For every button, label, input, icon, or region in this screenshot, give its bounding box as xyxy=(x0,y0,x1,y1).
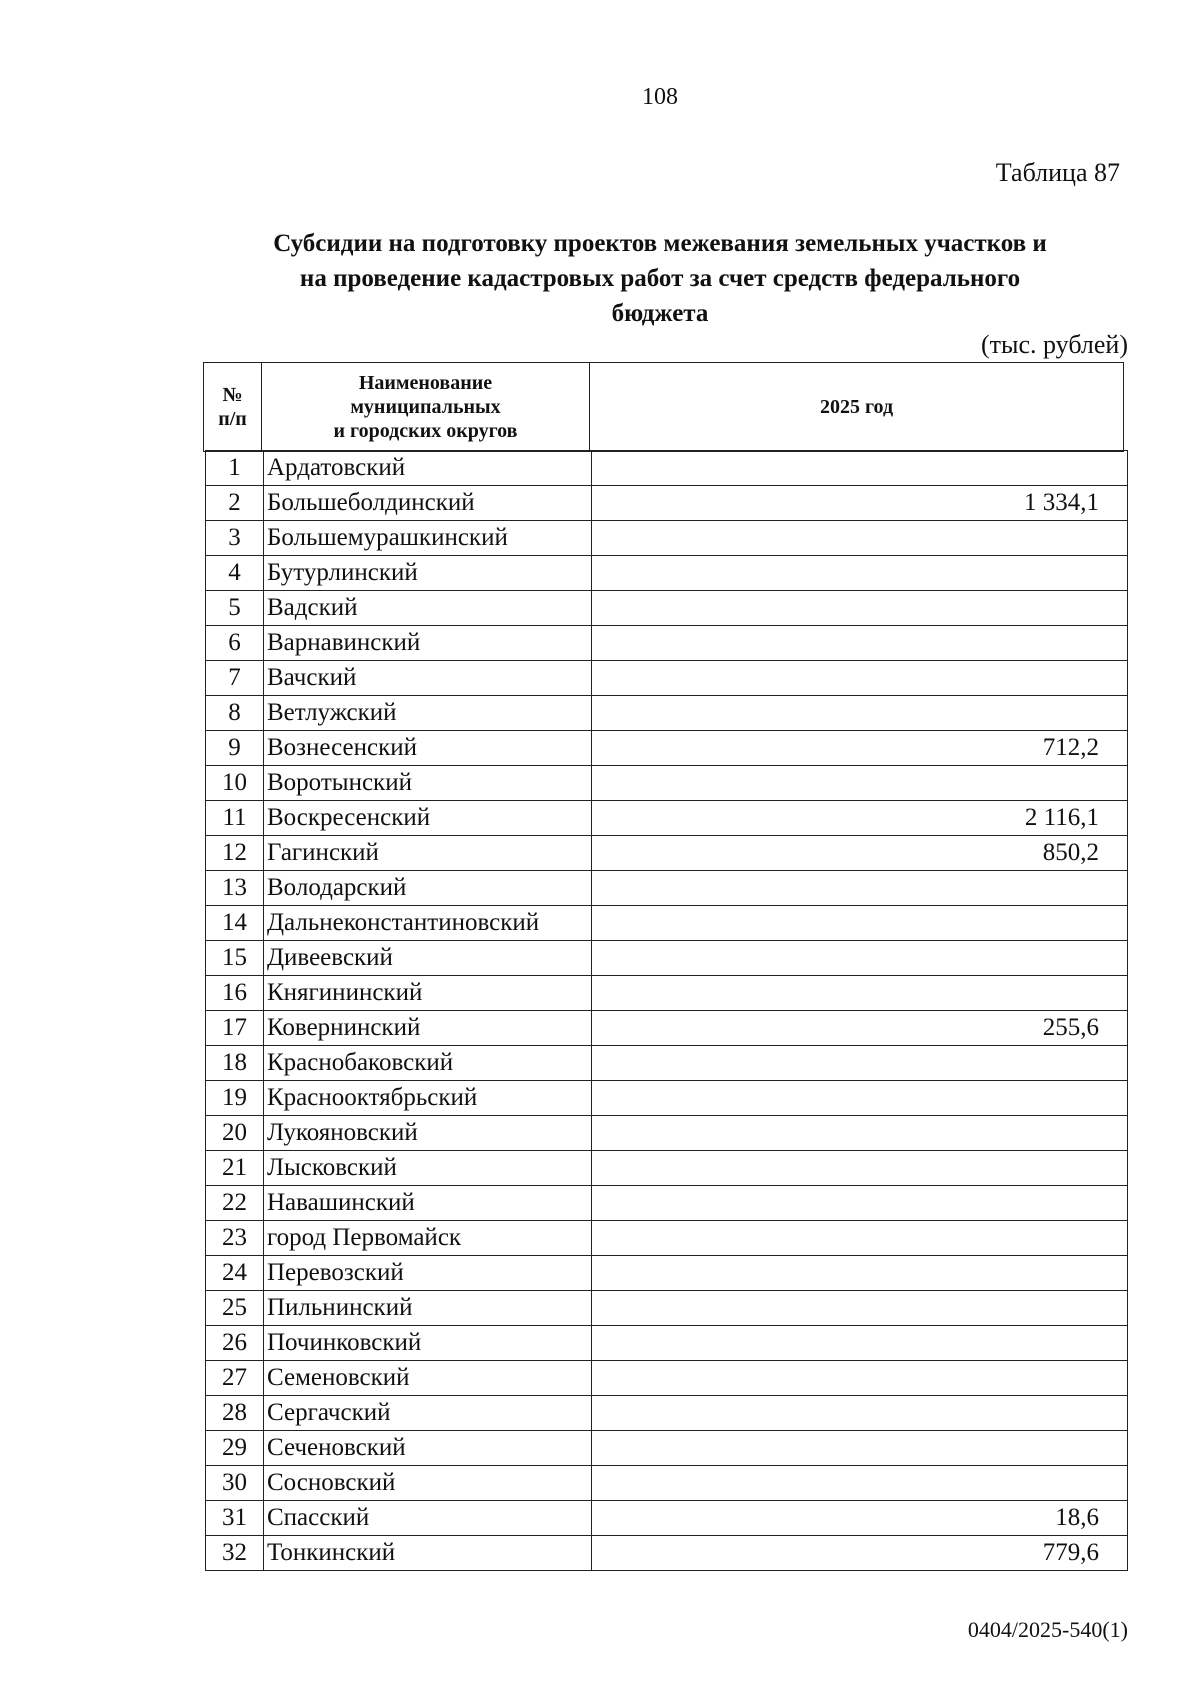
row-number: 15 xyxy=(206,941,264,976)
row-number: 27 xyxy=(206,1361,264,1396)
row-number: 5 xyxy=(206,591,264,626)
row-number: 17 xyxy=(206,1011,264,1046)
row-name: Ветлужский xyxy=(264,696,592,731)
table-row xyxy=(206,1361,1128,1396)
row-value xyxy=(592,1081,1128,1116)
table-row xyxy=(206,871,1128,906)
row-name: Дальнеконстантиновский xyxy=(264,906,592,941)
units-label: (тыс. рублей) xyxy=(980,330,1128,359)
row-value: 850,2 xyxy=(592,836,1128,871)
row-name: Вачский xyxy=(264,661,592,696)
row-number: 18 xyxy=(206,1046,264,1081)
row-name: Володарский xyxy=(264,871,592,906)
row-value xyxy=(592,521,1128,556)
row-number: 23 xyxy=(206,1221,264,1256)
table-row xyxy=(206,486,1128,521)
table-row xyxy=(206,1326,1128,1361)
table-row xyxy=(206,626,1128,661)
row-number: 29 xyxy=(206,1431,264,1466)
row-number: 21 xyxy=(206,1151,264,1186)
row-value xyxy=(592,451,1128,486)
row-number: 32 xyxy=(206,1536,264,1571)
row-number: 16 xyxy=(206,976,264,1011)
row-number: 8 xyxy=(206,696,264,731)
row-name: Починковский xyxy=(264,1326,592,1361)
row-number: 12 xyxy=(206,836,264,871)
row-value: 779,6 xyxy=(592,1536,1128,1571)
row-value: 255,6 xyxy=(592,1011,1128,1046)
row-name: Дивеевский xyxy=(264,941,592,976)
table-row xyxy=(206,521,1128,556)
document-title-line: на проведение кадастровых работ за счет средств федерального xyxy=(299,265,1021,292)
table-row xyxy=(206,556,1128,591)
row-value xyxy=(592,766,1128,801)
row-value xyxy=(592,1151,1128,1186)
row-name: Гагинский xyxy=(264,836,592,871)
row-number: 6 xyxy=(206,626,264,661)
row-name: Вознесенский xyxy=(264,731,592,766)
table-label: Таблица 87 xyxy=(995,158,1120,187)
row-value: 18,6 xyxy=(592,1501,1128,1536)
row-name: Сергачский xyxy=(264,1396,592,1431)
row-name: Сосновский xyxy=(264,1466,592,1501)
table-row xyxy=(206,1256,1128,1291)
table-row xyxy=(206,1536,1128,1571)
table-row xyxy=(206,1116,1128,1151)
table-row xyxy=(206,976,1128,1011)
row-name: Большеболдинский xyxy=(264,486,592,521)
row-number: 26 xyxy=(206,1326,264,1361)
table-row xyxy=(206,1186,1128,1221)
row-value xyxy=(592,1221,1128,1256)
table-row xyxy=(206,661,1128,696)
row-number: 10 xyxy=(206,766,264,801)
row-name: Ардатовский xyxy=(264,451,592,486)
row-number: 22 xyxy=(206,1186,264,1221)
row-number: 24 xyxy=(206,1256,264,1291)
row-value xyxy=(592,1466,1128,1501)
document-title-line: бюджета xyxy=(611,300,709,327)
row-name: Пильнинский xyxy=(264,1291,592,1326)
table-row xyxy=(206,1011,1128,1046)
row-name: город Первомайск xyxy=(264,1221,592,1256)
row-value xyxy=(592,591,1128,626)
table-row xyxy=(206,1151,1128,1186)
row-value xyxy=(592,1256,1128,1291)
row-name: Варнавинский xyxy=(264,626,592,661)
table-row xyxy=(206,1466,1128,1501)
row-name: Воротынский xyxy=(264,766,592,801)
row-name: Вадский xyxy=(264,591,592,626)
row-value xyxy=(592,906,1128,941)
table-row xyxy=(206,696,1128,731)
row-name: Лукояновский xyxy=(264,1116,592,1151)
row-value xyxy=(592,1326,1128,1361)
row-name: Бутурлинский xyxy=(264,556,592,591)
row-number: 13 xyxy=(206,871,264,906)
data-table xyxy=(205,450,1128,1571)
row-number: 19 xyxy=(206,1081,264,1116)
row-number: 9 xyxy=(206,731,264,766)
page-number: 108 xyxy=(642,84,678,110)
row-name: Навашинский xyxy=(264,1186,592,1221)
row-name: Тонкинский xyxy=(264,1536,592,1571)
row-value: 1 334,1 xyxy=(592,486,1128,521)
row-name: Перевозский xyxy=(264,1256,592,1291)
row-value xyxy=(592,1186,1128,1221)
table-row xyxy=(206,801,1128,836)
table-row xyxy=(206,1046,1128,1081)
table-row xyxy=(206,591,1128,626)
row-number: 31 xyxy=(206,1501,264,1536)
document-code: 0404/2025-540(1) xyxy=(967,1617,1128,1642)
row-value xyxy=(592,626,1128,661)
row-number: 2 xyxy=(206,486,264,521)
row-name: Семеновский xyxy=(264,1361,592,1396)
header-number: № п/п xyxy=(204,363,262,452)
row-number: 20 xyxy=(206,1116,264,1151)
row-value xyxy=(592,976,1128,1011)
row-value xyxy=(592,1116,1128,1151)
row-value xyxy=(592,1361,1128,1396)
row-number: 25 xyxy=(206,1291,264,1326)
row-value: 712,2 xyxy=(592,731,1128,766)
row-value xyxy=(592,1046,1128,1081)
row-name: Воскресенский xyxy=(264,801,592,836)
table-header xyxy=(203,362,1124,452)
document-title-line: Субсидии на подготовку проектов межевания земельных участков и xyxy=(273,230,1047,257)
table-row xyxy=(206,731,1128,766)
row-value xyxy=(592,871,1128,906)
row-name: Лысковский xyxy=(264,1151,592,1186)
row-value xyxy=(592,556,1128,591)
row-number: 11 xyxy=(206,801,264,836)
row-value xyxy=(592,1291,1128,1326)
table-row xyxy=(206,1431,1128,1466)
table-row xyxy=(206,451,1128,486)
row-name: Сеченовский xyxy=(264,1431,592,1466)
row-value: 2 116,1 xyxy=(592,801,1128,836)
header-year: 2025 год xyxy=(590,363,1124,452)
row-number: 30 xyxy=(206,1466,264,1501)
row-name: Спасский xyxy=(264,1501,592,1536)
table-row xyxy=(206,1221,1128,1256)
table-row xyxy=(206,836,1128,871)
table-row xyxy=(206,906,1128,941)
row-number: 7 xyxy=(206,661,264,696)
row-value xyxy=(592,1431,1128,1466)
row-value xyxy=(592,941,1128,976)
table-row xyxy=(206,1501,1128,1536)
row-value xyxy=(592,1396,1128,1431)
table-row xyxy=(206,1291,1128,1326)
table-row xyxy=(206,1081,1128,1116)
header-name: Наименование муниципальных и городских округов xyxy=(262,363,590,452)
row-number: 3 xyxy=(206,521,264,556)
table-row xyxy=(206,766,1128,801)
row-name: Княгининский xyxy=(264,976,592,1011)
row-number: 14 xyxy=(206,906,264,941)
row-value xyxy=(592,696,1128,731)
document-title xyxy=(200,226,1120,331)
row-name: Краснооктябрьский xyxy=(264,1081,592,1116)
row-number: 1 xyxy=(206,451,264,486)
table-row xyxy=(206,1396,1128,1431)
row-name: Ковернинский xyxy=(264,1011,592,1046)
row-name: Краснобаковский xyxy=(264,1046,592,1081)
row-value xyxy=(592,661,1128,696)
table-row xyxy=(206,941,1128,976)
row-number: 28 xyxy=(206,1396,264,1431)
row-number: 4 xyxy=(206,556,264,591)
row-name: Большемурашкинский xyxy=(264,521,592,556)
